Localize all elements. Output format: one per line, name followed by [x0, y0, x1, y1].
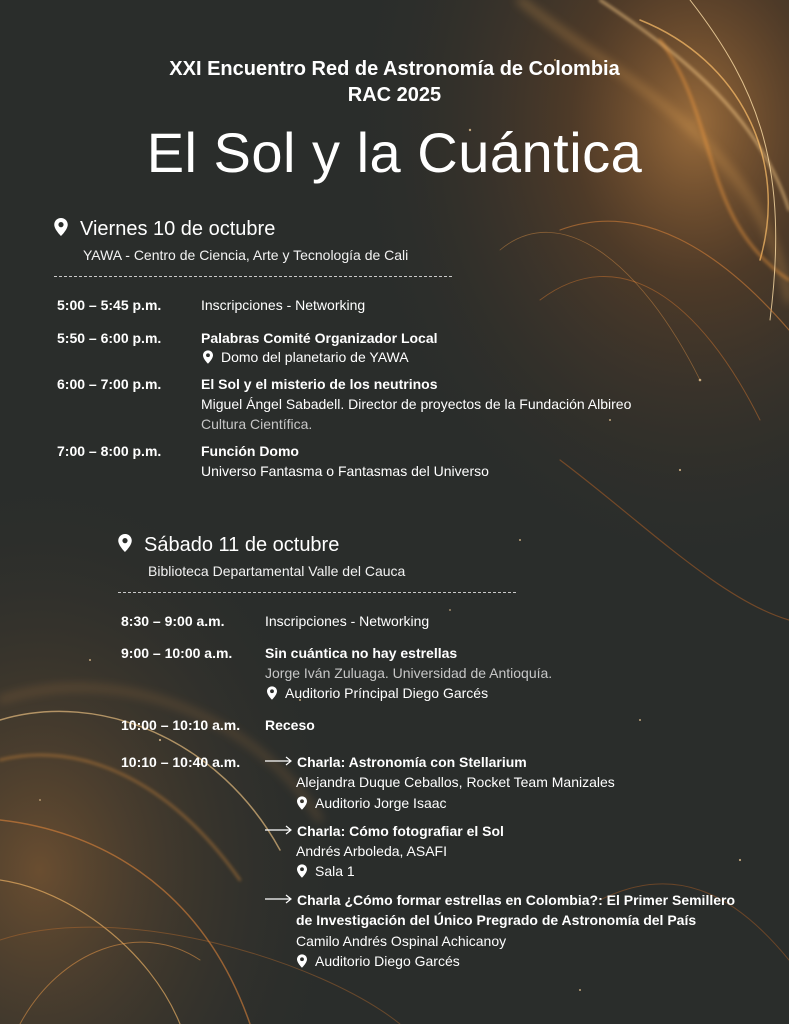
talk-1-location-text: Auditorio Jorge Isaac — [315, 795, 447, 811]
saturday-item-2-time: 9:00 – 10:00 a.m. — [121, 645, 233, 661]
saturday-day-heading — [118, 534, 339, 557]
page-title: El Sol y la Cuántica — [146, 121, 643, 184]
talk-1-title-text: Charla: Astronomía con Stellarium — [297, 754, 527, 770]
saturday-item-2-speaker: Jorge Iván Zuluaga. Universidad de Antioquía. — [265, 665, 553, 681]
saturday-item-1-time: 8:30 – 9:00 a.m. — [121, 613, 225, 629]
friday-item-4-subtitle: Universo Fantasma o Fantasmas del Universo — [201, 463, 489, 479]
arrow-right-icon — [265, 894, 293, 904]
friday-item-1-time: 5:00 – 5:45 p.m. — [57, 297, 162, 313]
talk-2-title — [265, 823, 504, 839]
friday-item-2-location-text: Domo del planetario de YAWA — [221, 349, 409, 365]
location-pin-icon — [297, 796, 307, 810]
friday-item-2-time: 5:50 – 6:00 p.m. — [57, 330, 162, 346]
friday-item-2-title: Palabras Comité Organizador Local — [201, 330, 438, 346]
friday-item-3-title: El Sol y el misterio de los neutrinos — [201, 376, 438, 392]
friday-item-2-location — [203, 349, 409, 365]
friday-item-3-speaker-cont: Cultura Científica. — [201, 416, 313, 432]
location-pin-icon — [203, 350, 213, 364]
friday-item-3-speaker: Miguel Ángel Sabadell. Director de proyectos de la Fundación Albireo — [201, 396, 632, 412]
arrow-right-icon — [265, 825, 293, 835]
saturday-item-2-title: Sin cuántica no hay estrellas — [265, 645, 458, 661]
location-pin-icon — [54, 218, 68, 236]
talk-3-title-text: Charla ¿Cómo formar estrellas en Colombia?: El Primer Semillero — [297, 892, 736, 908]
talk-3-speaker: Camilo Andrés Ospinal Achicanoy — [296, 933, 507, 949]
location-pin-icon — [297, 864, 307, 878]
talk-2-title-text: Charla: Cómo fotografiar el Sol — [297, 823, 504, 839]
talk-3-title-cont: de Investigación del Único Pregrado de Astronomía del País — [296, 912, 697, 928]
saturday-item-2-location — [267, 685, 488, 701]
talk-3-location-text: Auditorio Diego Garcés — [315, 953, 460, 969]
friday-day-heading — [54, 218, 275, 241]
arrow-right-icon — [265, 756, 293, 766]
friday-divider — [54, 276, 452, 277]
location-pin-icon — [267, 686, 277, 700]
talk-2-location-text: Sala 1 — [315, 863, 355, 879]
friday-item-1-title: Inscripciones - Networking — [201, 297, 366, 313]
saturday-item-3-time: 10:00 – 10:10 a.m. — [121, 717, 241, 733]
friday-venue: YAWA - Centro de Ciencia, Arte y Tecnología de Cali — [83, 247, 409, 263]
saturday-day-text: Sábado 11 de octubre — [144, 534, 340, 556]
talk-3-location — [297, 953, 460, 969]
saturday-item-2-location-text: Auditorio Príncipal Diego Garcés — [285, 685, 489, 701]
talk-1-speaker: Alejandra Duque Ceballos, Rocket Team Manizales — [296, 774, 615, 790]
talk-2-speaker: Andrés Arboleda, ASAFI — [296, 843, 447, 859]
talk-3-title — [265, 892, 735, 908]
event-code: RAC 2025 — [347, 84, 442, 106]
friday-day-text: Viernes 10 de octubre — [80, 218, 276, 240]
event-name: XXI Encuentro Red de Astronomía de Colombia — [169, 58, 620, 80]
talk-1-location — [297, 795, 447, 811]
friday-item-3-time: 6:00 – 7:00 p.m. — [57, 376, 162, 392]
saturday-item-4-time: 10:10 – 10:40 a.m. — [121, 754, 241, 770]
saturday-item-3-title: Receso — [265, 717, 315, 733]
friday-item-4-time: 7:00 – 8:00 p.m. — [57, 443, 162, 459]
talk-1-title — [265, 754, 527, 770]
saturday-divider — [118, 592, 516, 593]
location-pin-icon — [118, 534, 132, 552]
saturday-venue: Biblioteca Departamental Valle del Cauca — [148, 563, 406, 579]
location-pin-icon — [297, 954, 307, 968]
saturday-item-1-title: Inscripciones - Networking — [265, 613, 430, 629]
talk-2-location — [297, 863, 355, 879]
friday-item-4-title: Función Domo — [201, 443, 299, 459]
